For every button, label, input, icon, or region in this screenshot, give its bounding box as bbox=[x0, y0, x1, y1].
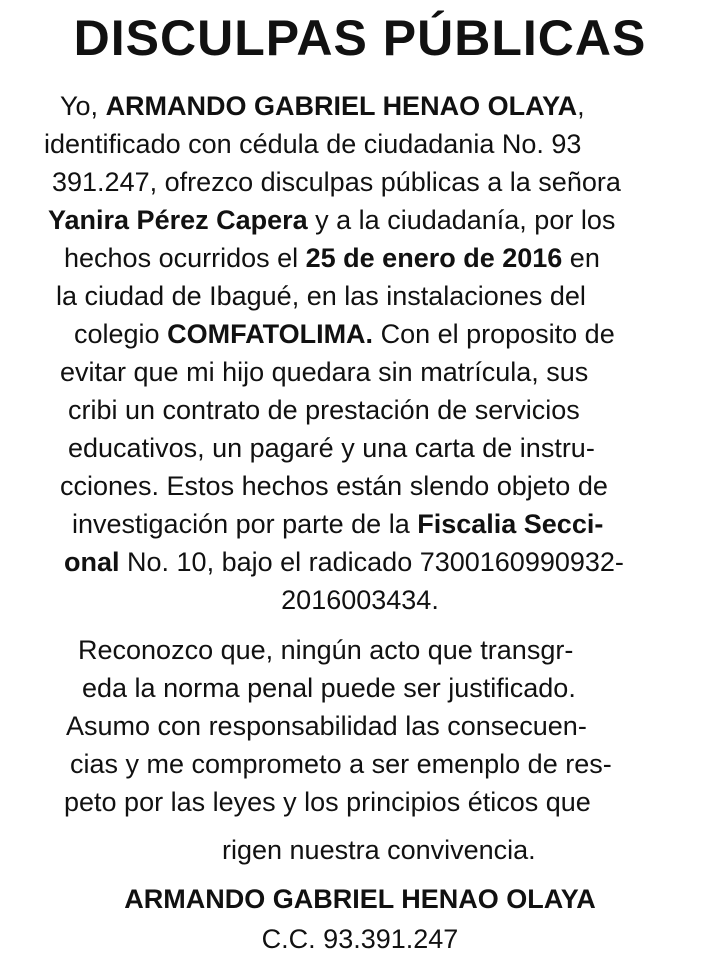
victim-name: Yanira Pérez Capera bbox=[48, 205, 308, 235]
body-line-17: Asumo con responsabilidad las consecuen- bbox=[66, 711, 587, 741]
signature-name: ARMANDO GABRIEL HENAO OLAYA bbox=[124, 884, 596, 914]
body-line-4 bbox=[0, 201, 720, 239]
text-fragment: investigación por parte de la bbox=[72, 509, 418, 539]
body-line-12 bbox=[0, 505, 720, 543]
body-line-3: 391.247, ofrezco disculpas públicas a la señora bbox=[52, 167, 621, 197]
text-fragment: Yo, bbox=[60, 91, 106, 121]
notice-title: DISCULPAS PÚBLICAS bbox=[73, 10, 647, 66]
author-name: ARMANDO GABRIEL HENAO OLAYA bbox=[105, 91, 578, 121]
body-line-16: eda la norma penal puede ser justificado. bbox=[82, 673, 576, 703]
text-fragment: , bbox=[577, 91, 585, 121]
body-line-8: evitar que mi hijo quedara sin matrícula, sus bbox=[60, 357, 589, 387]
body-line-14: 2016003434. bbox=[281, 585, 439, 615]
prosecutor-office: Fiscalia Secci- bbox=[417, 509, 604, 539]
body-line-20: rigen nuestra convivencia. bbox=[222, 835, 536, 865]
body-line-13 bbox=[0, 543, 720, 581]
body-line-1 bbox=[0, 87, 720, 125]
signature-id: C.C. 93.391.247 bbox=[261, 924, 459, 954]
body-line-18: cias y me comprometo a ser emenplo de res- bbox=[70, 749, 612, 779]
text-fragment: Con el proposito de bbox=[373, 319, 615, 349]
body-line-2: identificado con cédula de ciudadania No. 93 bbox=[44, 129, 582, 159]
text-fragment: y a la ciudadanía, por los bbox=[307, 205, 616, 235]
body-line-7 bbox=[0, 315, 720, 353]
school-name: COMFATOLIMA. bbox=[167, 319, 374, 349]
incident-date: 25 de enero de 2016 bbox=[305, 243, 563, 273]
body-line-6: la ciudad de Ibagué, en las instalaciones del bbox=[56, 281, 586, 311]
body-line-11: cciones. Estos hechos están slendo objeto de bbox=[60, 471, 608, 501]
text-fragment: colegio bbox=[74, 319, 168, 349]
body-line-9: cribi un contrato de prestación de servicios bbox=[68, 395, 580, 425]
body-line-15: Reconozco que, ningún acto que transgr- bbox=[78, 635, 574, 665]
prosecutor-office-end: onal bbox=[64, 547, 120, 577]
body-line-19: peto por las leyes y los principios éticos que bbox=[64, 787, 591, 817]
body-line-5 bbox=[0, 239, 720, 277]
body-line-10: educativos, un pagaré y una carta de instru- bbox=[68, 433, 595, 463]
text-fragment: No. 10, bajo el radicado 7300160990932- bbox=[119, 547, 624, 577]
text-fragment: hechos ocurridos el bbox=[64, 243, 306, 273]
text-fragment: en bbox=[562, 243, 600, 273]
